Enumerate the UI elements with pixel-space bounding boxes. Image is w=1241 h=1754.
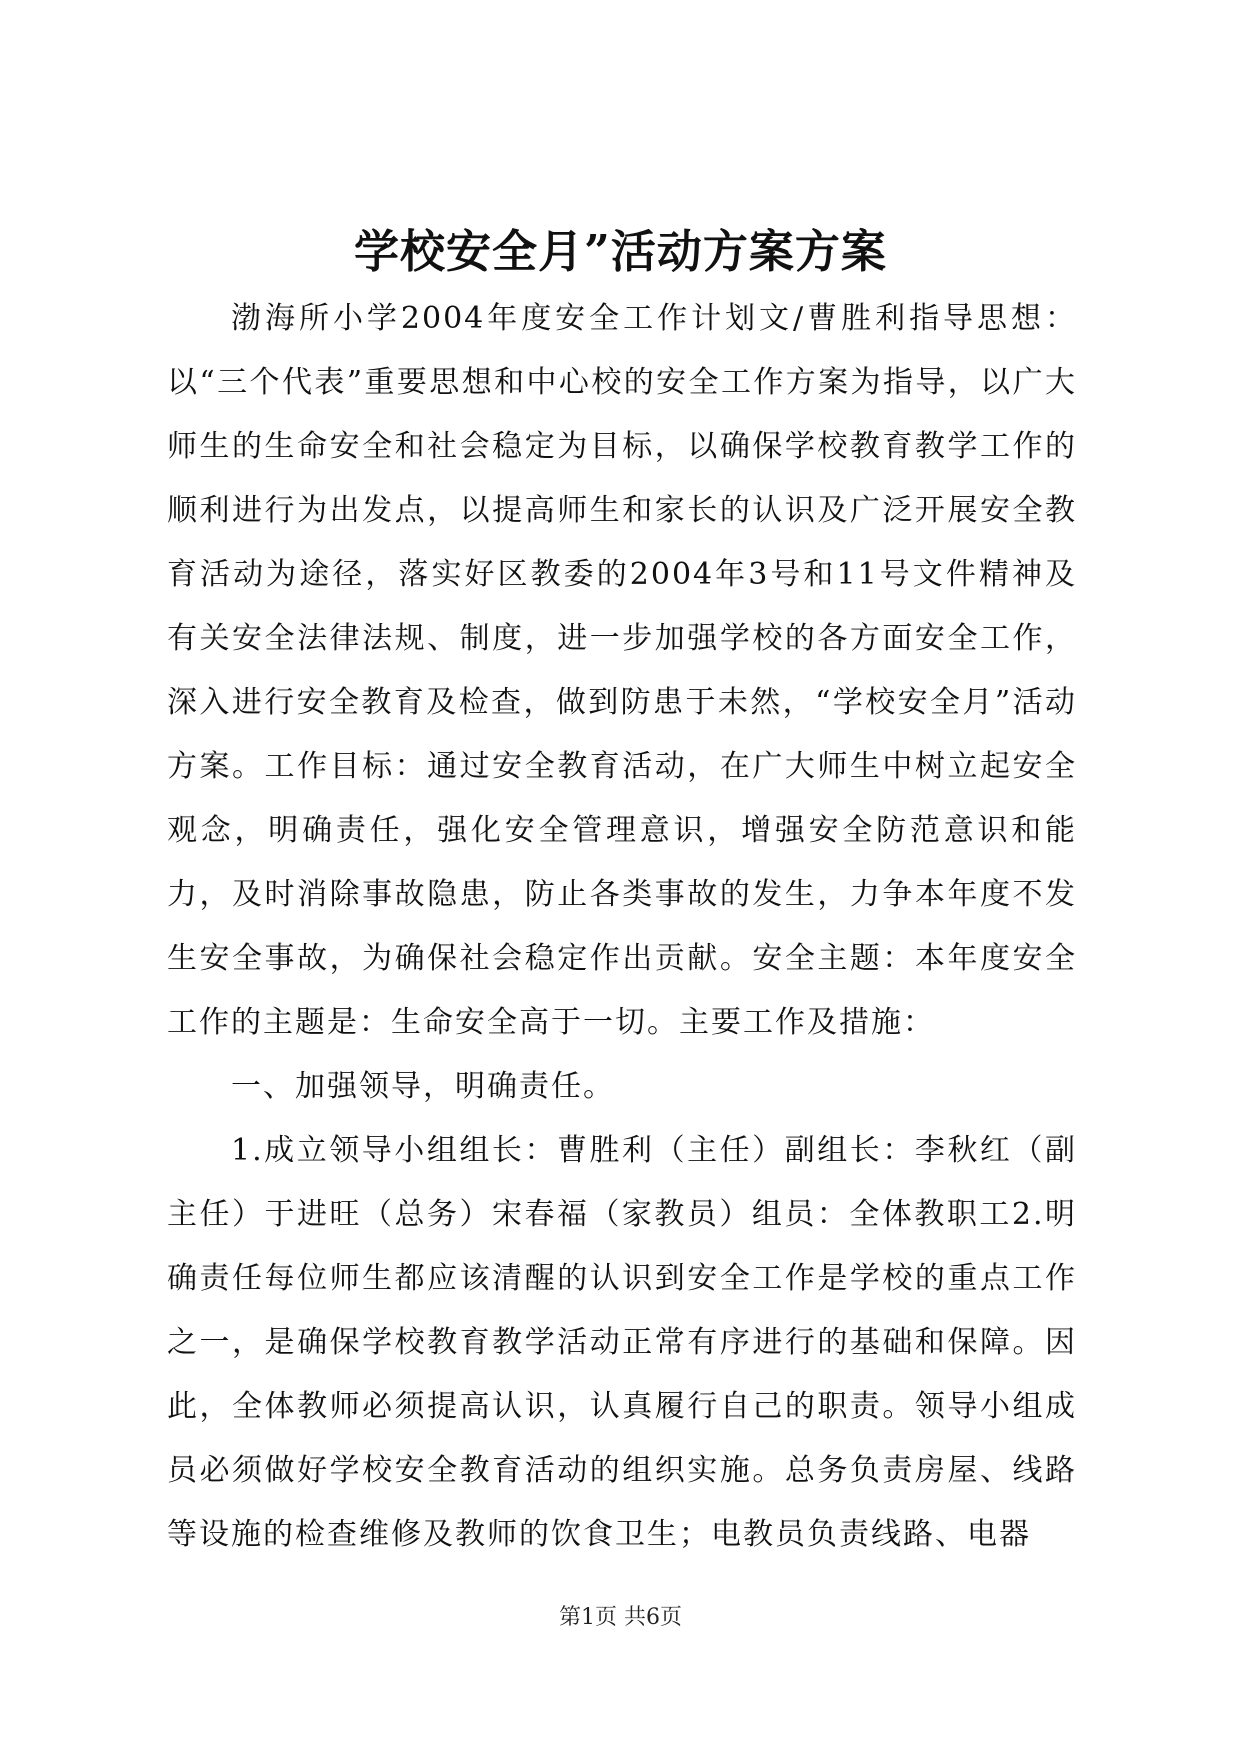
paragraph-section-heading: 一、加强领导，明确责任。 [231, 1069, 615, 1104]
paragraph-leadership-group: 1.成立领导小组组长：曹胜利（主任）副组长：李秋红（副主任）于进旺（总务）宋春福（家教员）组员：全体教职工2.明确责任每位师生都应该清醒的认识到安全工作是学校的重点工作之一，是确保学校教育教学活动正常有序进行的基础和保障。因此，全体教师必须提高认识，认真履行自己的职责。领导小组成员必须做好学校安全教育活动的组织实施。总务负责房屋、线路等设施的检查维修及教师的饮食卫生；电教员负责线路、电器 [167, 1133, 1077, 1552]
page-number-footer: 第1页 共6页 [559, 1605, 682, 1630]
paragraph-guiding-ideology: 渤海所小学2004年度安全工作计划文/曹胜利指导思想：以“三个代表”重要思想和中心校的安全工作方案为指导，以广大师生的生命安全和社会稳定为目标，以确保学校教育教学工作的顺利进行为出发点，以提高师生和家长的认识及广泛开展安全教育活动为途径，落实好区教委的2004年3号和11号文件精神及有关安全法律法规、制度，进一步加强学校的各方面安全工作，深入进行安全教育及检查，做到防患于未然，“学校安全月”活动方案。工作目标：通过安全教育活动，在广大师生中树立起安全观念，明确责任，强化安全管理意识，增强安全防范意识和能力，及时消除事故隐患，防止各类事故的发生，力争本年度不发生安全事故，为确保社会稳定作出贡献。安全主题：本年度安全工作的主题是：生命安全高于一切。主要工作及措施： [167, 301, 1077, 1040]
document-title: 学校安全月”活动方案方案 [354, 225, 887, 278]
document-body [167, 287, 1077, 1567]
